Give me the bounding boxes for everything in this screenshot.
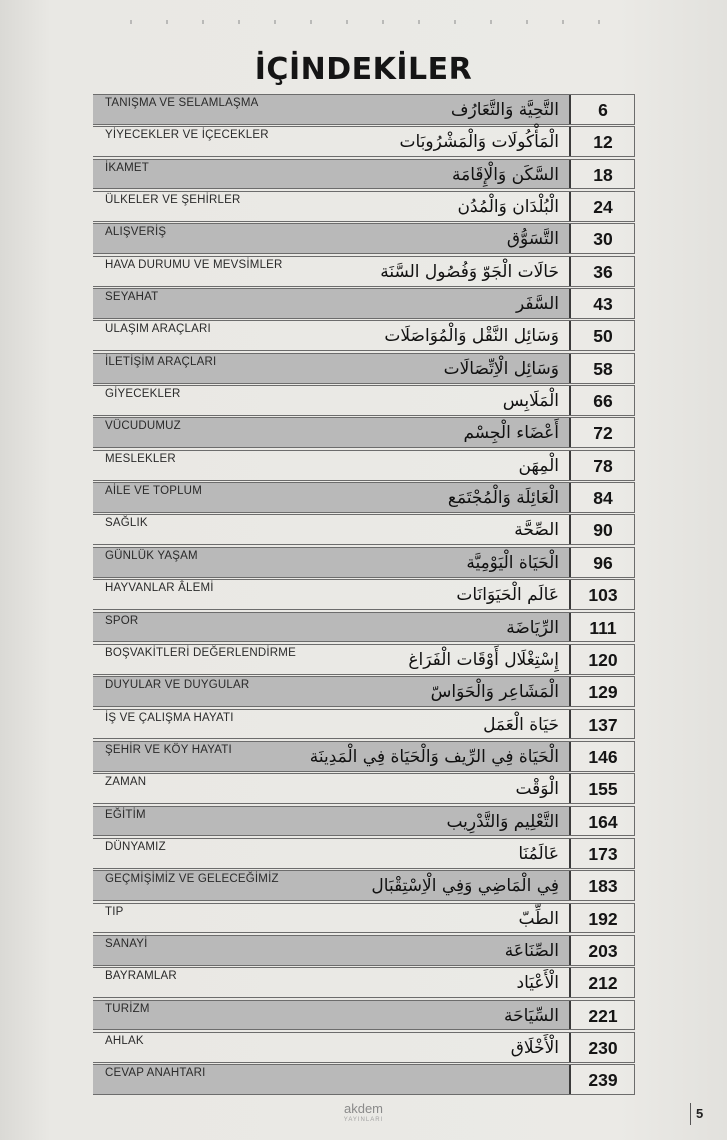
toc-row	[93, 288, 635, 319]
arabic-title: حَالَات الْجَوّ وَفُصُول السَّنَة	[380, 261, 559, 282]
toc-row	[93, 806, 635, 837]
page-ref: 18	[571, 160, 635, 189]
turkish-title: TURİZM	[105, 1002, 150, 1015]
arabic-title: وَسَائِل النَّقْل وَالْمُوَاصَلَات	[384, 326, 559, 347]
toc-row-body	[93, 548, 571, 577]
toc-row	[93, 94, 635, 125]
page-ref: 36	[571, 257, 635, 286]
toc-row	[93, 450, 635, 481]
arabic-title: الصِّنَاعَة	[504, 940, 559, 961]
toc-row-body	[93, 580, 571, 609]
page-title: İÇİNDEKİLER	[254, 52, 473, 87]
toc-row	[93, 773, 635, 804]
arabic-title: عَالَم الْحَيَوَانَات	[456, 585, 559, 606]
turkish-title: SPOR	[105, 614, 139, 627]
arabic-title: وَسَائِل الْاِتِّصَالَات	[443, 358, 559, 379]
page-ref: 155	[571, 774, 635, 803]
toc-row-body	[93, 127, 571, 156]
page-ref: 12	[571, 127, 635, 156]
turkish-title: İŞ VE ÇALIŞMA HAYATI	[105, 711, 234, 724]
toc-row-body	[93, 483, 571, 512]
toc-row	[93, 741, 635, 772]
toc-row-body	[93, 613, 571, 642]
toc-row-body	[93, 257, 571, 286]
turkish-title: GİYECEKLER	[105, 388, 181, 401]
turkish-title: SEYAHAT	[105, 291, 159, 304]
page-ref: 230	[571, 1033, 635, 1062]
page-ref: 212	[571, 968, 635, 997]
toc-row	[93, 644, 635, 675]
arabic-title: الْأَخْلَاق	[510, 1037, 559, 1058]
page-ref: 164	[571, 807, 635, 836]
toc-row	[93, 967, 635, 998]
toc-row-body	[93, 968, 571, 997]
page-ref: 24	[571, 192, 635, 221]
page-ref: 84	[571, 483, 635, 512]
arabic-title: الْأَعْيَاد	[516, 973, 559, 994]
turkish-title: GEÇMİŞİMİZ VE GELECEĞİMİZ	[105, 873, 279, 886]
page-ref: 58	[571, 354, 635, 383]
turkish-title: ÜLKELER VE ŞEHİRLER	[105, 194, 241, 207]
turkish-title: SAĞLIK	[105, 517, 148, 530]
turkish-title: DUYULAR VE DUYGULAR	[105, 679, 250, 692]
page-ref: 173	[571, 839, 635, 868]
turkish-title: BAYRAMLAR	[105, 970, 177, 983]
arabic-title: السَّكَن وَالْإِقَامَة	[452, 164, 559, 185]
toc-row	[93, 547, 635, 578]
toc-row-body	[93, 645, 571, 674]
page-ref: 72	[571, 418, 635, 447]
turkish-title: ZAMAN	[105, 776, 147, 789]
arabic-title: الْمَشَاعِر وَالْحَوَاسّ	[430, 682, 559, 703]
toc-row	[93, 256, 635, 287]
turkish-title: YİYECEKLER VE İÇECEKLER	[105, 129, 269, 142]
publisher-logo: akdem	[343, 1101, 384, 1116]
toc-row	[93, 903, 635, 934]
page-ref: 192	[571, 904, 635, 933]
turkish-title: AHLAK	[105, 1034, 144, 1047]
page-ref: 120	[571, 645, 635, 674]
toc-row	[93, 320, 635, 351]
turkish-title: TIP	[105, 905, 124, 918]
turkish-title: CEVAP ANAHTARI	[105, 1067, 206, 1080]
toc-row	[93, 159, 635, 190]
arabic-title: فِي الْمَاضِي وَفِي الْاِسْتِقْبَال	[371, 876, 559, 897]
toc-row-body	[93, 289, 571, 318]
toc-row-body	[93, 160, 571, 189]
toc-row	[93, 191, 635, 222]
arabic-title: الْوَقْت	[515, 779, 559, 800]
toc-row	[93, 385, 635, 416]
toc-row	[93, 935, 635, 966]
top-edge-marks	[130, 20, 600, 24]
arabic-title: إِسْتِغْلَال أَوْقَات الْفَرَاغ	[408, 649, 559, 670]
page-ref: 6	[571, 95, 635, 124]
toc-row-body	[93, 418, 571, 447]
toc-row	[93, 612, 635, 643]
arabic-title: الْمَلَابِس	[502, 391, 559, 412]
turkish-title: HAVA DURUMU VE MEVSİMLER	[105, 258, 283, 271]
turkish-title: EĞİTİM	[105, 808, 146, 821]
toc-row-body	[93, 677, 571, 706]
toc-row	[93, 1032, 635, 1063]
toc-row-body	[93, 710, 571, 739]
turkish-title: TANIŞMA VE SELAMLAŞMA	[105, 97, 259, 109]
toc-row	[93, 417, 635, 448]
toc-row	[93, 1064, 635, 1095]
toc-row-body	[93, 871, 571, 900]
arabic-title: الرِّيَاضَة	[506, 617, 559, 638]
page-ref: 239	[571, 1065, 635, 1094]
toc-row-body	[93, 904, 571, 933]
arabic-title: الصِّحَّة	[514, 520, 559, 541]
publisher-subtitle: YAYINLARI	[343, 1117, 384, 1123]
toc-row	[93, 482, 635, 513]
page-ref: 78	[571, 451, 635, 480]
arabic-title: الْحَيَاة الْيَوْمِيَّة	[466, 552, 559, 573]
toc-row	[93, 223, 635, 254]
page-ref: 183	[571, 871, 635, 900]
turkish-title: VÜCUDUMUZ	[105, 420, 181, 433]
page-ref: 66	[571, 386, 635, 415]
toc-row-body	[93, 321, 571, 350]
toc-row-body	[93, 1033, 571, 1062]
turkish-title: ŞEHİR VE KÖY HAYATI	[105, 743, 232, 756]
page-number: 5	[690, 1103, 718, 1125]
toc-row-body	[93, 354, 571, 383]
turkish-title: ALIŞVERİŞ	[105, 226, 167, 239]
toc-row-body	[93, 807, 571, 836]
toc-row	[93, 579, 635, 610]
table-of-contents	[93, 94, 635, 1097]
toc-row-body	[93, 1065, 571, 1094]
toc-row	[93, 514, 635, 545]
page-ref: 111	[571, 613, 635, 642]
toc-row	[93, 353, 635, 384]
arabic-title: التَّحِيَّة وَالتَّعَارُف	[450, 100, 559, 120]
arabic-title: الطِّبّ	[518, 908, 559, 929]
turkish-title: DÜNYAMIZ	[105, 840, 166, 853]
turkish-title: İLETİŞİM ARAÇLARI	[105, 355, 217, 368]
toc-row-body	[93, 224, 571, 253]
page-ref: 96	[571, 548, 635, 577]
turkish-title: GÜNLÜK YAŞAM	[105, 549, 198, 562]
arabic-title: السَّفَر	[515, 294, 559, 315]
arabic-title: الْحَيَاة فِي الرِّيف وَالْحَيَاة فِي الْمَدِينَة	[309, 746, 559, 767]
arabic-title: حَيَاة الْعَمَل	[483, 714, 559, 735]
toc-row	[93, 838, 635, 869]
turkish-title: İKAMET	[105, 161, 150, 174]
turkish-title: BOŞVAKİTLERİ DEĞERLENDİRME	[105, 646, 296, 659]
toc-row-body	[93, 192, 571, 221]
toc-row-body	[93, 1001, 571, 1030]
page-ref: 129	[571, 677, 635, 706]
toc-row-body	[93, 95, 571, 124]
toc-row	[93, 870, 635, 901]
turkish-title: SANAYİ	[105, 937, 148, 950]
toc-row-body	[93, 742, 571, 771]
toc-row-body	[93, 839, 571, 868]
toc-row-body	[93, 774, 571, 803]
arabic-title: الْمَأْكُولَات وَالْمَشْرُوبَات	[399, 132, 559, 153]
arabic-title: الْعَائِلَة وَالْمُجْتَمَع	[447, 488, 559, 509]
arabic-title: الْبُلْدَان وَالْمُدُن	[457, 197, 559, 218]
arabic-title: التَّعْلِيم وَالتَّدْرِيب	[446, 811, 559, 832]
arabic-title: أَعْضَاء الْجِسْم	[463, 423, 559, 444]
toc-row	[93, 1000, 635, 1031]
toc-row-body	[93, 451, 571, 480]
arabic-title: التَّسَوُّق	[506, 229, 559, 250]
page-ref: 203	[571, 936, 635, 965]
turkish-title: MESLEKLER	[105, 452, 176, 465]
turkish-title: HAYVANLAR ÂLEMİ	[105, 582, 214, 595]
toc-row-body	[93, 386, 571, 415]
toc-row-body	[93, 936, 571, 965]
turkish-title: ULAŞIM ARAÇLARI	[105, 323, 211, 336]
toc-row	[93, 709, 635, 740]
toc-row	[93, 676, 635, 707]
arabic-title: عَالَمُنَا	[518, 843, 559, 864]
page-ref: 50	[571, 321, 635, 350]
turkish-title: AİLE VE TOPLUM	[105, 485, 202, 498]
toc-row-body	[93, 515, 571, 544]
page-ref: 30	[571, 224, 635, 253]
page-ref: 90	[571, 515, 635, 544]
page-ref: 221	[571, 1001, 635, 1030]
page-ref: 137	[571, 710, 635, 739]
page-ref: 103	[571, 580, 635, 609]
arabic-title: الْمِهَن	[518, 455, 559, 476]
toc-row	[93, 126, 635, 157]
page-ref: 146	[571, 742, 635, 771]
arabic-title: السِّيَاحَة	[503, 1005, 559, 1026]
page-ref: 43	[571, 289, 635, 318]
